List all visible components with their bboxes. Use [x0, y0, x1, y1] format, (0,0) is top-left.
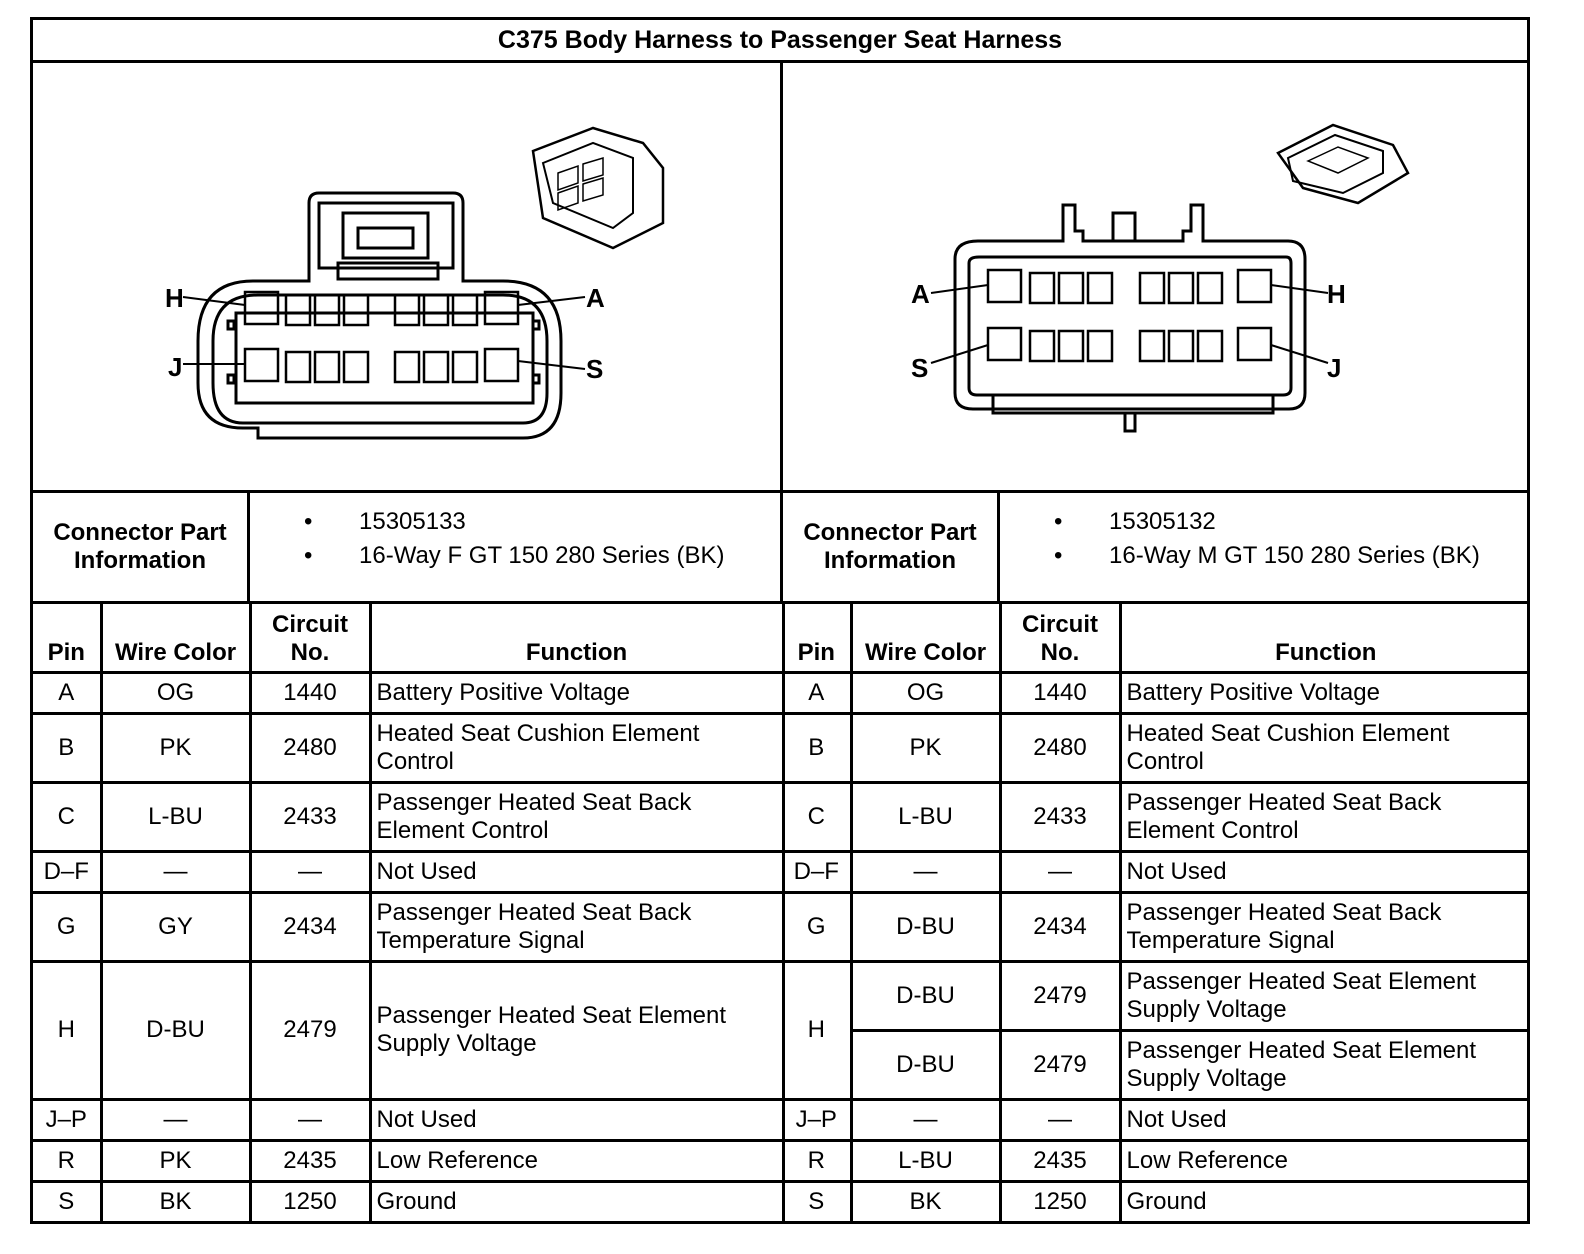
wire-cell: BK [851, 1181, 1000, 1222]
list-item: • 15305133 [304, 508, 466, 535]
pin-cell: G [33, 892, 101, 961]
function-cell: Not Used [1120, 851, 1530, 892]
function-cell: Passenger Heated Seat Back Temperature Signal [370, 892, 783, 961]
wire-cell: D-BU [851, 892, 1000, 961]
function-cell: Passenger Heated Seat Back Element Control [1120, 782, 1530, 851]
table-row [783, 782, 1530, 851]
function-header: Function [1120, 604, 1530, 672]
list-item: • 16-Way F GT 150 280 Series (BK) [304, 542, 725, 569]
table-row [33, 1181, 783, 1222]
pin-cell: R [783, 1140, 851, 1181]
wire-cell: — [101, 851, 250, 892]
circuit-cell: 2479 [1000, 961, 1120, 1030]
left-part-info [33, 490, 783, 604]
function-cell: Battery Positive Voltage [1120, 672, 1530, 713]
pin-cell: H [33, 961, 101, 1099]
part-info-list [268, 505, 724, 573]
table-row [783, 1030, 1530, 1099]
wire-cell: L-BU [101, 782, 250, 851]
table-header-row [783, 604, 1530, 672]
circuit-header: Circuit No. [1000, 604, 1120, 672]
pin-cell: C [33, 782, 101, 851]
pin-cell: R [33, 1140, 101, 1181]
wire-cell: OG [101, 672, 250, 713]
function-cell: Passenger Heated Seat Element Supply Voltage [1120, 1030, 1530, 1099]
part-number: 15305132 [1109, 508, 1216, 535]
wire-cell: PK [851, 713, 1000, 782]
pinout-sheet [30, 17, 1530, 1224]
right-diagram-label-j: J [1327, 353, 1342, 383]
part-description: 16-Way M GT 150 280 Series (BK) [1109, 542, 1480, 569]
pin-cell: D–F [783, 851, 851, 892]
function-cell: Not Used [1120, 1099, 1530, 1140]
male-connector-drawing [783, 63, 1530, 490]
pin-cell: C [783, 782, 851, 851]
pin-cell: B [33, 713, 101, 782]
table-row [33, 1099, 783, 1140]
function-cell: Low Reference [370, 1140, 783, 1181]
page-title: C375 Body Harness to Passenger Seat Harness [33, 20, 1527, 63]
pin-cell: S [33, 1181, 101, 1222]
table-row [783, 961, 1530, 1030]
circuit-cell: 1250 [250, 1181, 370, 1222]
right-diagram-label-s: S [911, 353, 929, 383]
circuit-cell: — [1000, 851, 1120, 892]
circuit-cell: 2434 [1000, 892, 1120, 961]
circuit-cell: 2435 [250, 1140, 370, 1181]
table-header-row [33, 604, 783, 672]
wire-cell: PK [101, 1140, 250, 1181]
part-description: 16-Way F GT 150 280 Series (BK) [359, 542, 725, 569]
pin-header: Pin [783, 604, 851, 672]
table-row [33, 851, 783, 892]
table-row [783, 672, 1530, 713]
wire-cell: L-BU [851, 1140, 1000, 1181]
table-row [783, 1099, 1530, 1140]
function-cell: Heated Seat Cushion Element Control [370, 713, 783, 782]
female-connector-drawing [33, 63, 780, 490]
table-row [783, 713, 1530, 782]
circuit-cell: 2434 [250, 892, 370, 961]
right-part-info [783, 490, 1530, 604]
wire-cell: GY [101, 892, 250, 961]
left-pinout-table [33, 604, 785, 1222]
table-row [783, 1181, 1530, 1222]
wire-cell: D-BU [101, 961, 250, 1099]
wire-cell: D-BU [851, 1030, 1000, 1099]
pin-header: Pin [33, 604, 101, 672]
left-diagram-label-h: H [165, 283, 184, 313]
right-diagram-label-h: H [1327, 279, 1346, 309]
right-connector-diagram [783, 63, 1530, 490]
table-row [783, 892, 1530, 961]
part-info-list [1018, 505, 1480, 573]
pin-cell: S [783, 1181, 851, 1222]
circuit-cell: 2435 [1000, 1140, 1120, 1181]
wire-cell: BK [101, 1181, 250, 1222]
circuit-cell: — [1000, 1099, 1120, 1140]
part-number: 15305133 [359, 508, 466, 535]
pin-cell: G [783, 892, 851, 961]
function-cell: Ground [1120, 1181, 1530, 1222]
function-cell: Ground [370, 1181, 783, 1222]
function-cell: Not Used [370, 1099, 783, 1140]
circuit-cell: 2480 [250, 713, 370, 782]
table-row [33, 782, 783, 851]
left-diagram-label-a: A [586, 283, 605, 313]
circuit-cell: 2433 [1000, 782, 1120, 851]
pin-cell: J–P [33, 1099, 101, 1140]
right-diagram-label-a: A [911, 279, 930, 309]
circuit-cell: 2433 [250, 782, 370, 851]
function-cell: Passenger Heated Seat Back Temperature Signal [1120, 892, 1530, 961]
function-header: Function [370, 604, 783, 672]
wire-cell: OG [851, 672, 1000, 713]
wire-cell: PK [101, 713, 250, 782]
pin-cell: A [783, 672, 851, 713]
left-diagram-label-j: J [168, 352, 183, 382]
function-cell: Heated Seat Cushion Element Control [1120, 713, 1530, 782]
function-cell: Battery Positive Voltage [370, 672, 783, 713]
circuit-cell: 1440 [250, 672, 370, 713]
wire-cell: L-BU [851, 782, 1000, 851]
table-row [33, 961, 783, 1099]
circuit-cell: — [250, 1099, 370, 1140]
left-diagram-label-s: S [586, 354, 604, 384]
circuit-cell: 2479 [1000, 1030, 1120, 1099]
pin-cell: A [33, 672, 101, 713]
function-cell: Passenger Heated Seat Element Supply Voltage [1120, 961, 1530, 1030]
list-item: • 16-Way M GT 150 280 Series (BK) [1054, 542, 1480, 569]
circuit-cell: 1250 [1000, 1181, 1120, 1222]
pin-cell: B [783, 713, 851, 782]
connector-part-label: Connector Part Information [783, 493, 1000, 601]
wire-cell: — [101, 1099, 250, 1140]
list-item: • 15305132 [1054, 508, 1216, 535]
circuit-cell: 2479 [250, 961, 370, 1099]
wire-cell: — [851, 851, 1000, 892]
circuit-header: Circuit No. [250, 604, 370, 672]
pin-cell: D–F [33, 851, 101, 892]
circuit-cell: 2480 [1000, 713, 1120, 782]
wire-cell: — [851, 1099, 1000, 1140]
table-row [783, 851, 1530, 892]
table-row [783, 1140, 1530, 1181]
function-cell: Passenger Heated Seat Back Element Control [370, 782, 783, 851]
function-cell: Passenger Heated Seat Element Supply Voltage [370, 961, 783, 1099]
table-row [33, 1140, 783, 1181]
wire-color-header: Wire Color [101, 604, 250, 672]
table-row [33, 713, 783, 782]
pin-cell: H [783, 961, 851, 1099]
function-cell: Low Reference [1120, 1140, 1530, 1181]
pin-cell: J–P [783, 1099, 851, 1140]
circuit-cell: — [250, 851, 370, 892]
wire-color-header: Wire Color [851, 604, 1000, 672]
table-row [33, 892, 783, 961]
table-row [33, 672, 783, 713]
right-pinout-table [783, 604, 1530, 1222]
connector-part-label: Connector Part Information [33, 493, 250, 601]
wire-cell: D-BU [851, 961, 1000, 1030]
function-cell: Not Used [370, 851, 783, 892]
left-connector-diagram [33, 63, 783, 490]
circuit-cell: 1440 [1000, 672, 1120, 713]
